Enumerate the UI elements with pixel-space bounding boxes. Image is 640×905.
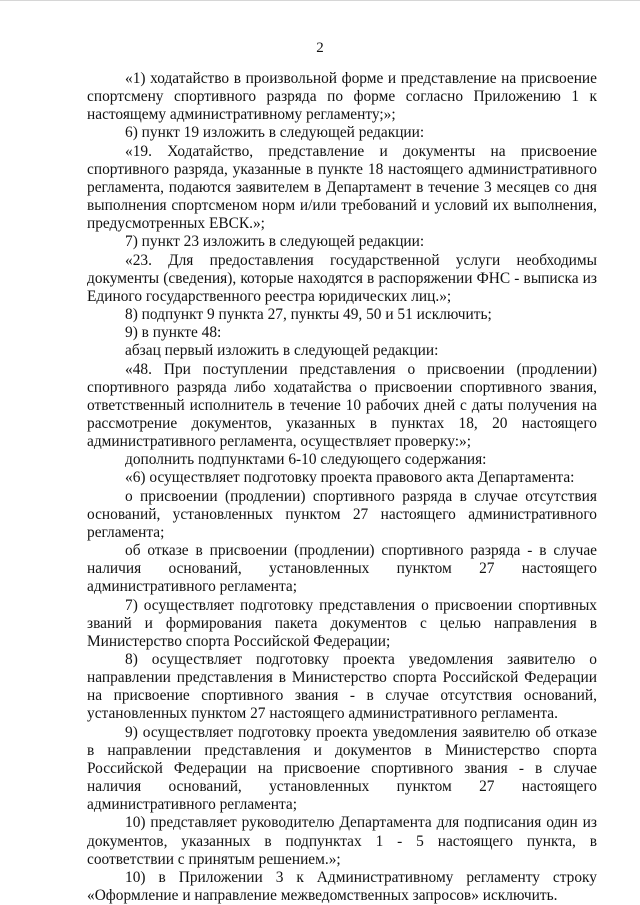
paragraph-subclause-10: 10) представляет руководителю Департамента для подписания один из документов, указанных в подпунктах 1 - 5 настоящего пункта, в соответствии с принятым решением.»;: [87, 814, 597, 868]
paragraph-subclause-8: 8) осуществляет подготовку проекта уведомления заявителю о направлении представления в Министерство спорта Российской Федерации на присвоение спортивного звания - в случае отсутствия оснований, установленных пунктом 27 настоящего административного регламента.: [87, 651, 597, 723]
paragraph-amend-6: 6) пункт 19 изложить в следующей редакции:: [125, 124, 425, 142]
paragraph-amend-8: 8) подпункт 9 пункта 27, пункты 49, 50 и 51 исключить;: [125, 306, 492, 324]
scan-edge-line: [0, 0, 640, 1]
paragraph-subclause-6: «6) осуществляет подготовку проекта правового акта Департамента:: [125, 469, 575, 487]
page-number: 2: [316, 40, 324, 56]
paragraph-clause-19: «19. Ходатайство, представление и документы на присвоение спортивного разряда, указанные в пункте 18 настоящего административного регламента, подаются заявителем в Департамент в течение 3 месяцев со дня выполнения спортсменом норм и/или требований и условий их выполнения, предусмотренных ЕВСК.»;: [87, 142, 597, 233]
paragraph-first-abzac: абзац первый изложить в следующей редакции:: [125, 342, 439, 360]
paragraph-clause-23: «23. Для предоставления государственной услуги необходимы документы (сведения), которые находятся в распоряжении ФНС - выписка из Единого государственного реестра юридических лиц.»;: [87, 251, 597, 305]
paragraph-subclause-9: 9) осуществляет подготовку проекта уведомления заявителю об отказе в направлении представления и документов в Министерство спорта Российской Федерации на присвоение спортивного звания - в случае наличия оснований, установленных пунктом 27 настоящего административного регламента;: [87, 723, 597, 814]
paragraph-amend-10: 10) в Приложении 3 к Административному регламенту строку «Оформление и направление межведомственных запросов» исключить.: [87, 868, 597, 905]
paragraph-add-subclauses: дополнить подпунктами 6-10 следующего содержания:: [125, 451, 487, 469]
paragraph-amend-9: 9) в пункте 48:: [125, 324, 222, 342]
paragraph-refusal-case: об отказе в присвоении (продлении) спортивного разряда - в случае наличия оснований, установленных пунктом 27 настоящего административного регламента;: [87, 542, 597, 596]
paragraph-1-item: «1) ходатайство в произвольной форме и представление на присвоение спортсмену спортивного разряда по форме согласно Приложению 1 к настоящему административному регламенту;»;: [87, 70, 597, 124]
paragraph-award-case: о присвоении (продлении) спортивного разряда в случае отсутствия оснований, установленных пунктом 27 настоящего административного регламента;: [87, 487, 597, 541]
paragraph-amend-7: 7) пункт 23 изложить в следующей редакции:: [125, 233, 425, 251]
document-body: [87, 70, 597, 905]
paragraph-clause-48: «48. При поступлении представления о присвоении (продлении) спортивного разряда либо ходатайства о присвоении спортивного звания, ответственный исполнитель в течение 10 рабочих дней с даты получения на рассмотрение документов, указанных в пунктах 18, 20 настоящего административного регламента, осуществляет проверку:»;: [87, 360, 597, 451]
paragraph-subclause-7: 7) осуществляет подготовку представления о присвоении спортивных званий и формирования пакета документов с целью направления в Министерство спорта Российской Федерации;: [87, 596, 597, 650]
